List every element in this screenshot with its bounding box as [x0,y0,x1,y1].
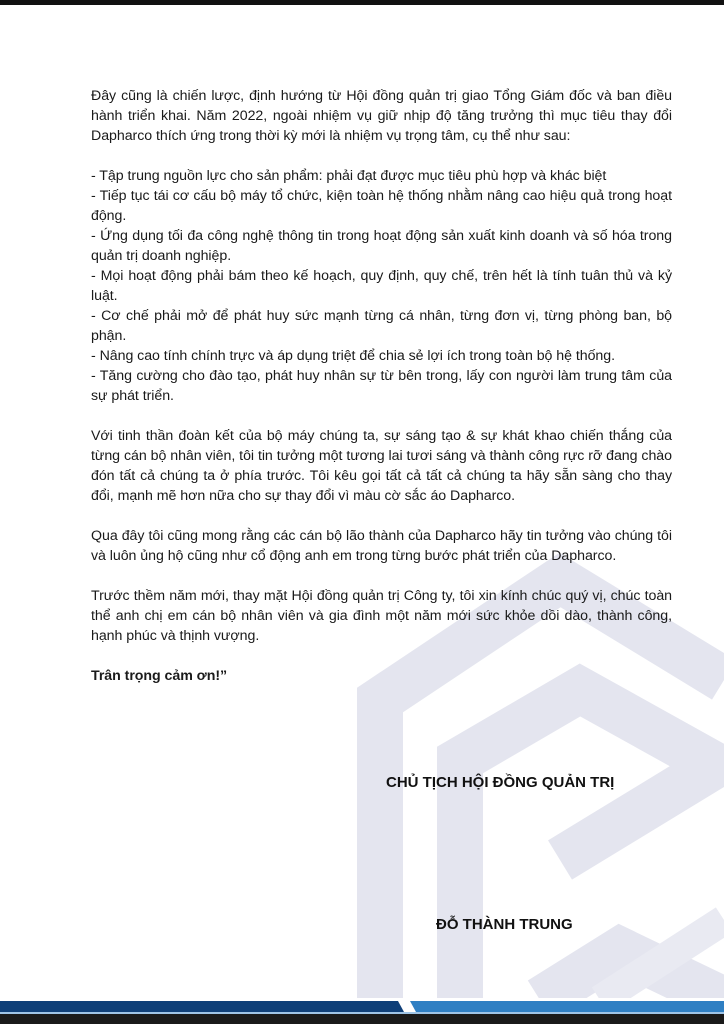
list-item: - Cơ chế phải mở để phát huy sức mạnh từng cá nhân, từng đơn vị, từng phòng ban, bộ phận. [91,308,672,344]
list-item: - Nâng cao tính chính trực và áp dụng triệt để chia sẻ lợi ích trong toàn bộ hệ thống. [91,348,615,364]
list-item: - Tập trung nguồn lực cho sản phẩm: phải đạt được mục tiêu phù hợp và khác biệt [91,168,607,184]
closing-line: Trân trọng cảm ơn!” [91,668,228,684]
top-border [0,0,724,5]
veterans-paragraph: Qua đây tôi cũng mong rằng các cán bộ lão thành của Dapharco hãy tin tưởng vào chúng tôi và luôn ủng hộ cũng như cổ động anh em trong từng bước phát triển của Dapharco. [91,528,672,564]
spirit-paragraph: Với tinh thần đoàn kết của bộ máy chúng ta, sự sáng tạo & sự khát khao chiến thắng của từng cán bộ nhân viên, tôi tin tưởng một tương lai tươi sáng và thành công rực rỡ đang chào đón tất cả chúng ta ở phía trước. Tôi kêu gọi tất cả tất cả chúng ta hãy sẵn sàng cho thay đổi, mạnh mẽ hơn nữa cho sự thay đổi vì màu cờ sắc áo Dapharco. [91,428,672,504]
signature-name: ĐỖ THÀNH TRUNG [436,916,573,933]
signature-title: CHỦ TỊCH HỘI ĐỒNG QUẢN TRỊ [386,774,615,791]
task-list [91,166,672,406]
list-item: - Mọi hoạt động phải bám theo kế hoạch, quy định, quy chế, trên hết là tính tuân thủ và kỷ luật. [91,268,672,304]
list-item: - Tăng cường cho đào tạo, phát huy nhân sự từ bên trong, lấy con người làm trung tâm của sự phát triển. [91,368,672,404]
list-item: - Ứng dụng tối đa công nghệ thông tin trong hoạt động sản xuất kinh doanh và số hóa trong quản trị doanh nghiệp. [91,228,672,264]
wishes-paragraph: Trước thềm năm mới, thay mặt Hội đồng quản trị Công ty, tôi xin kính chúc quý vị, chúc toàn thể anh chị em cán bộ nhân viên và gia đình một năm mới sức khỏe dồi dào, thành công, hạnh phúc và thịnh vượng. [91,588,672,644]
footer-stripe [0,998,724,1024]
list-item: - Tiếp tục tái cơ cấu bộ máy tổ chức, kiện toàn hệ thống nhằm nâng cao hiệu quả trong hoạt động. [91,188,672,224]
intro-paragraph: Đây cũng là chiến lược, định hướng từ Hội đồng quản trị giao Tổng Giám đốc và ban điều hành triển khai. Năm 2022, ngoài nhiệm vụ giữ nhịp độ tăng trưởng thì mục tiêu thay đổi Dapharco thích ứng trong thời kỳ mới là nhiệm vụ trọng tâm, cụ thể như sau: [91,88,672,144]
letter-body [91,86,672,686]
